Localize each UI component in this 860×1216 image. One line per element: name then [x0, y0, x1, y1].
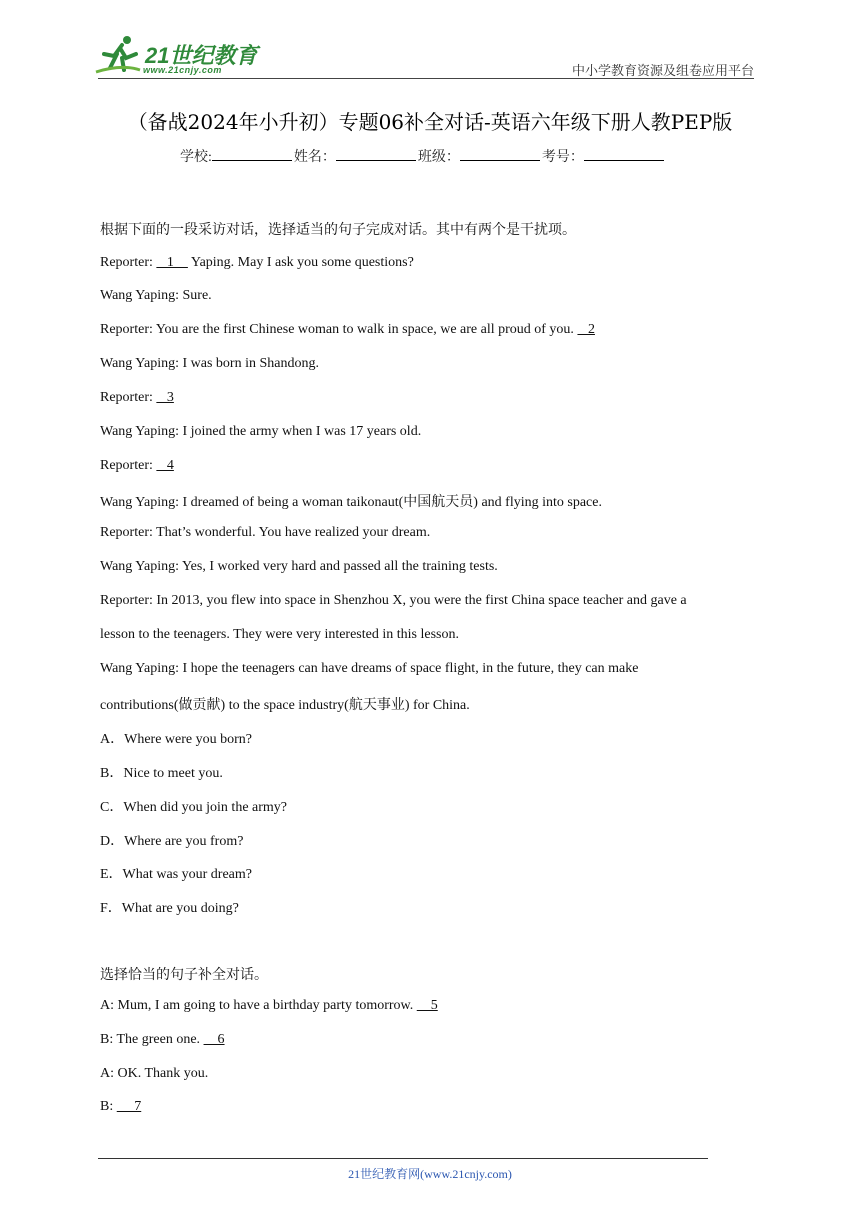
header-divider [98, 78, 754, 79]
option-f: F．What are you doing? [100, 901, 239, 916]
dialogue-line: Reporter: That’s wonderful. You have realized your dream. [100, 525, 431, 540]
exam-no-blank [584, 147, 664, 161]
footer-divider [98, 1158, 708, 1159]
school-label: 学校: [180, 150, 212, 165]
dialogue-line [100, 322, 595, 338]
option-d: D．Where are you from? [100, 834, 244, 849]
dialogue-line: Wang Yaping: Sure. [100, 288, 212, 303]
option-c: C．When did you join the army? [100, 800, 288, 815]
dialogue-line: Wang Yaping: I dreamed of being a woman taikonaut(中国航天员) and flying into space. [100, 495, 602, 510]
class-label: 班级： [417, 150, 460, 165]
platform-label: 中小学教育资源及组卷应用平台 [571, 63, 754, 78]
logo-text: 21世纪教育 [145, 43, 258, 68]
answer-blank-4: 4 [156, 458, 174, 473]
dialogue-line [100, 1032, 225, 1048]
option-e: E．What was your dream? [100, 867, 252, 882]
answer-blank-5: 5 [416, 998, 438, 1013]
option-b: B．Nice to meet you. [100, 766, 223, 781]
speaker-text: Reporter: [100, 458, 157, 473]
dialogue-line: A: OK. Thank you. [100, 1066, 209, 1081]
line-text: A: Mum, I am going to have a birthday party tomorrow. [100, 998, 417, 1013]
dialogue-line: Wang Yaping: I hope the teenagers can have dreams of space flight, in the future, they can make [100, 661, 639, 676]
document-title: （备战2024年小升初）专题06补全对话-英语六年级下册人教PEP版 [127, 110, 733, 134]
dialogue-line: Reporter: In 2013, you flew into space in Shenzhou X, you were the first China space teacher and gave a [100, 593, 687, 608]
line-text: Reporter: You are the first Chinese woman to walk in space, we are all proud of you. [100, 322, 578, 337]
dialogue-line [100, 998, 438, 1014]
dialogue-line [100, 390, 174, 406]
exam-no-label: 考号： [541, 150, 584, 165]
answer-blank-3: 3 [156, 390, 174, 405]
dialogue-line [100, 255, 414, 271]
logo-url: www.21cnjy.com [143, 65, 222, 75]
student-info-fields [180, 146, 666, 166]
section1-instruction: 根据下面的一段采访对话，选择适当的句子完成对话。其中有两个是干扰项。 [100, 223, 576, 238]
dialogue-line: Wang Yaping: I joined the army when I was 17 years old. [100, 424, 422, 439]
section2-instruction: 选择恰当的句子补全对话。 [100, 968, 268, 983]
footer-link[interactable]: 21世纪教育网(www.21cnjy.com) [348, 1167, 512, 1181]
speaker-text: Reporter: [100, 390, 157, 405]
line-text: B: The green one. [100, 1032, 204, 1047]
dialogue-line: lesson to the teenagers. They were very interested in this lesson. [100, 627, 459, 642]
speaker-text: B: [100, 1099, 117, 1114]
dialogue-line: Wang Yaping: I was born in Shandong. [100, 356, 319, 371]
dialogue-line: contributions(做贡献) to the space industry(航天事业) for China. [100, 698, 470, 713]
dialogue-line [100, 1099, 141, 1115]
speaker-text: Reporter: [100, 255, 157, 270]
school-blank [212, 147, 292, 161]
line-text: Yaping. May I ask you some questions? [187, 255, 414, 270]
option-a: A．Where were you born? [100, 732, 252, 747]
class-blank [460, 147, 540, 161]
dialogue-line [100, 458, 174, 474]
answer-blank-7: 7 [116, 1099, 142, 1114]
name-blank [336, 147, 416, 161]
name-label: 姓名： [293, 150, 336, 165]
answer-blank-1: 1 [156, 255, 188, 270]
answer-blank-6: 6 [203, 1032, 225, 1047]
answer-blank-2: 2 [577, 322, 595, 337]
dialogue-line: Wang Yaping: Yes, I worked very hard and passed all the training tests. [100, 559, 498, 574]
